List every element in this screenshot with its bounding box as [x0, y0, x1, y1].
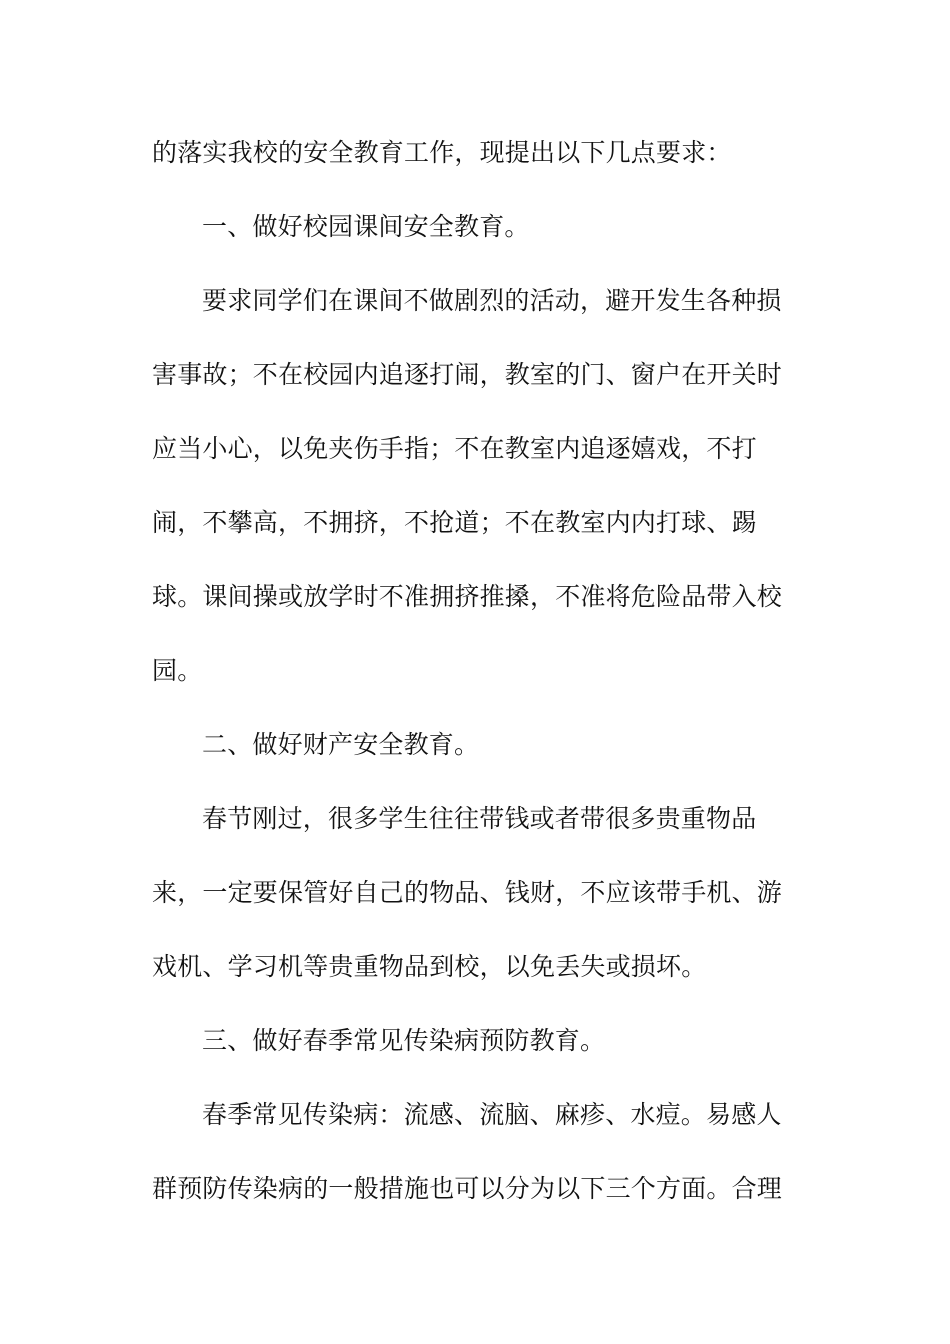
paragraph-line: 球。课间操或放学时不准拥挤推搡，不准将危险品带入校	[152, 582, 783, 611]
paragraph-line: 应当小心，以免夹伤手指；不在教室内追逐嬉戏，不打	[152, 434, 757, 463]
paragraph-line: 春季常见传染病：流感、流脑、麻疹、水痘。易感人	[202, 1100, 782, 1129]
section-heading-1: 一、做好校园课间安全教育。	[202, 212, 530, 241]
paragraph-line: 春节刚过，很多学生往往带钱或者带很多贵重物品	[202, 804, 757, 833]
paragraph-line: 来，一定要保管好自己的物品、钱财，不应该带手机、游	[152, 878, 783, 907]
paragraph-line: 园。	[152, 656, 203, 685]
paragraph-line: 害事故；不在校园内追逐打闹，教室的门、窗户在开关时	[152, 360, 783, 389]
section-heading-3: 三、做好春季常见传染病预防教育。	[202, 1026, 606, 1055]
paragraph-line: 群预防传染病的一般措施也可以分为以下三个方面。合理	[152, 1174, 783, 1203]
paragraph-line: 闹，不攀高，不拥挤，不抢道；不在教室内内打球、踢	[152, 508, 757, 537]
section-heading-2: 二、做好财产安全教育。	[202, 730, 480, 759]
paragraph-line: 的落实我校的安全教育工作，现提出以下几点要求：	[152, 138, 732, 167]
paragraph-line: 要求同学们在课间不做剧烈的活动，避开发生各种损	[202, 286, 782, 315]
paragraph-line: 戏机、学习机等贵重物品到校，以免丢失或损坏。	[152, 952, 707, 981]
